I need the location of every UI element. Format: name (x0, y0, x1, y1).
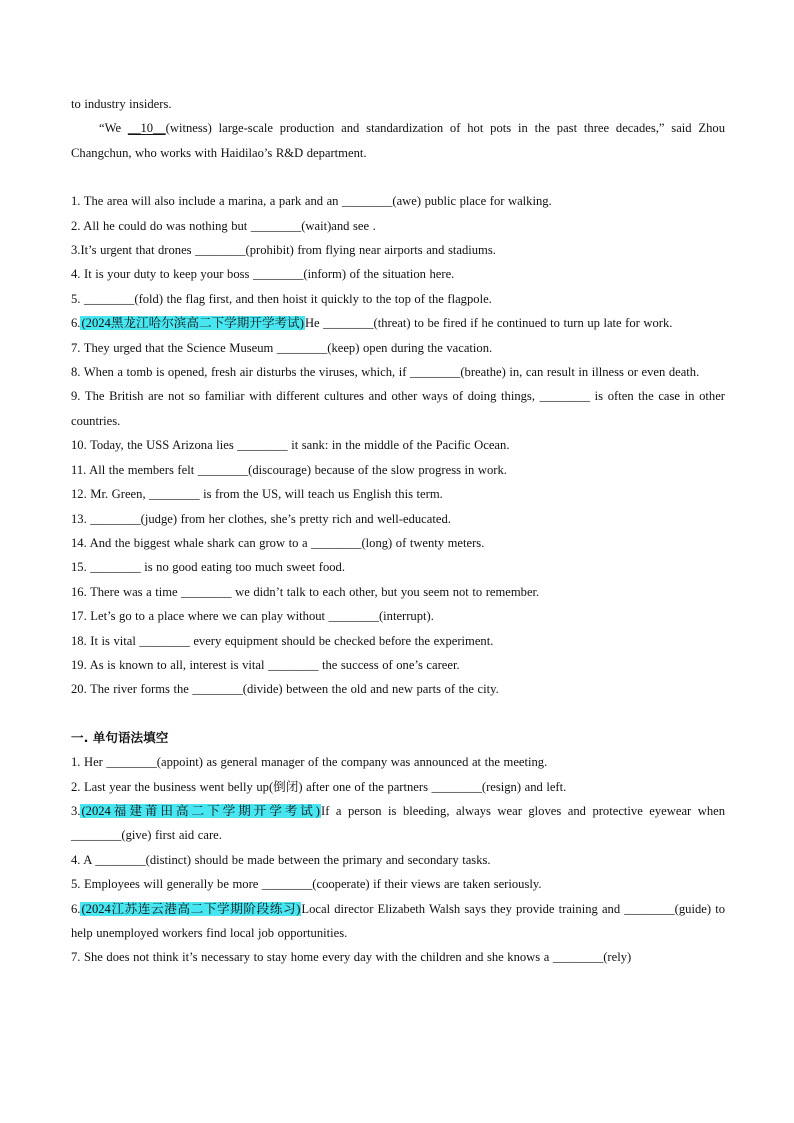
item-number: 6. (71, 316, 81, 331)
exercise-item: 16. There was a time ________ we didn’t talk to each other, but you seem not to remember. (71, 584, 540, 599)
item-text: If a person is bleeding, always wear gloves and protective eyewear when ________(give) first aid care. (71, 803, 726, 843)
exercise-item: 7. She does not think it’s necessary to stay home every day with the children and she knows a ________(rely) (71, 950, 632, 965)
intro-line: to industry insiders. (71, 97, 172, 111)
source-highlight: (2024江苏连云港高二下学期阶段练习) (81, 901, 301, 916)
exercise-item: 10. Today, the USS Arizona lies ________ it sank: in the middle of the Pacific Ocean. (71, 438, 510, 453)
intro-quote (71, 116, 725, 165)
exercise-list-1 (71, 189, 725, 702)
exercise-item: 9. The British are not so familiar with different cultures and other ways of doing things, ________ is often the case in other countries. (71, 389, 725, 428)
exercise-item (71, 799, 725, 848)
item-number: 6. (71, 901, 81, 916)
source-highlight: (2024黑龙江哈尔滨高二下学期开学考试) (81, 316, 304, 331)
exercise-item: 1. The area will also include a marina, a park and an ________(awe) public place for walking. (71, 194, 552, 209)
exercise-item: 1. Her ________(appoint) as general manager of the company was announced at the meeting. (71, 755, 548, 770)
quote-open: “We (99, 121, 128, 136)
item-text: Local director Elizabeth Walsh says they provide training and ________(guide) to help unemployed workers find local job opportunities. (71, 901, 725, 940)
exercise-item: 12. Mr. Green, ________ is from the US, will teach us English this term. (71, 487, 443, 502)
source-highlight: (2024福建莆田高二下学期开学考试) (81, 803, 321, 818)
exercise-item: 17. Let’s go to a place where we can play without ________(interrupt). (71, 609, 434, 624)
exercise-item: 3.It’s urgent that drones ________(prohibit) from flying near airports and stadiums. (71, 243, 496, 258)
spacer (71, 702, 725, 726)
exercise-item (71, 897, 725, 946)
spacer (71, 165, 725, 189)
document-content (71, 92, 725, 970)
exercise-item: 13. ________(judge) from her clothes, she’s pretty rich and well-educated. (71, 511, 451, 526)
exercise-item: 18. It is vital ________ every equipment should be checked before the experiment. (71, 633, 494, 648)
exercise-item: 2. Last year the business went belly up(倒闭) after one of the partners ________(resign) and left. (71, 779, 567, 794)
exercise-item: 4. A ________(distinct) should be made between the primary and secondary tasks. (71, 852, 491, 867)
exercise-item: 4. It is your duty to keep your boss ________(inform) of the situation here. (71, 267, 455, 282)
exercise-item: 7. They urged that the Science Museum ________(keep) open during the vacation. (71, 340, 493, 355)
quote-blank: __10__ (127, 121, 166, 136)
quote-rest: (witness) large-scale production and standardization of hot pots in the past three decades,” said Zhou Changchun, who works with Haidilao’s R&D department. (71, 121, 725, 160)
exercise-item: 2. All he could do was nothing but ________(wait)and see . (71, 218, 376, 233)
item-number: 3. (71, 803, 81, 818)
section-heading: 一. 单句语法填空 (71, 729, 169, 745)
exercise-item: 19. As is known to all, interest is vital ________ the success of one’s career. (71, 657, 460, 672)
exercise-item: 14. And the biggest whale shark can grow to a ________(long) of twenty meters. (71, 535, 485, 550)
exercise-item: 20. The river forms the ________(divide) between the old and new parts of the city. (71, 682, 499, 697)
item-text: He ________(threat) to be fired if he continued to turn up late for work. (304, 316, 673, 331)
exercise-list-2 (71, 750, 725, 970)
exercise-item: 11. All the members felt ________(discourage) because of the slow progress in work. (71, 462, 507, 477)
exercise-item (71, 311, 725, 335)
exercise-item: 8. When a tomb is opened, fresh air disturbs the viruses, which, if ________(breathe) in, can result in illness or even death. (71, 365, 700, 380)
exercise-item: 5. ________(fold) the flag first, and then hoist it quickly to the top of the flagpole. (71, 291, 492, 306)
exercise-item: 15. ________ is no good eating too much sweet food. (71, 560, 345, 575)
exercise-item: 5. Employees will generally be more ________(cooperate) if their views are taken seriously. (71, 877, 542, 892)
